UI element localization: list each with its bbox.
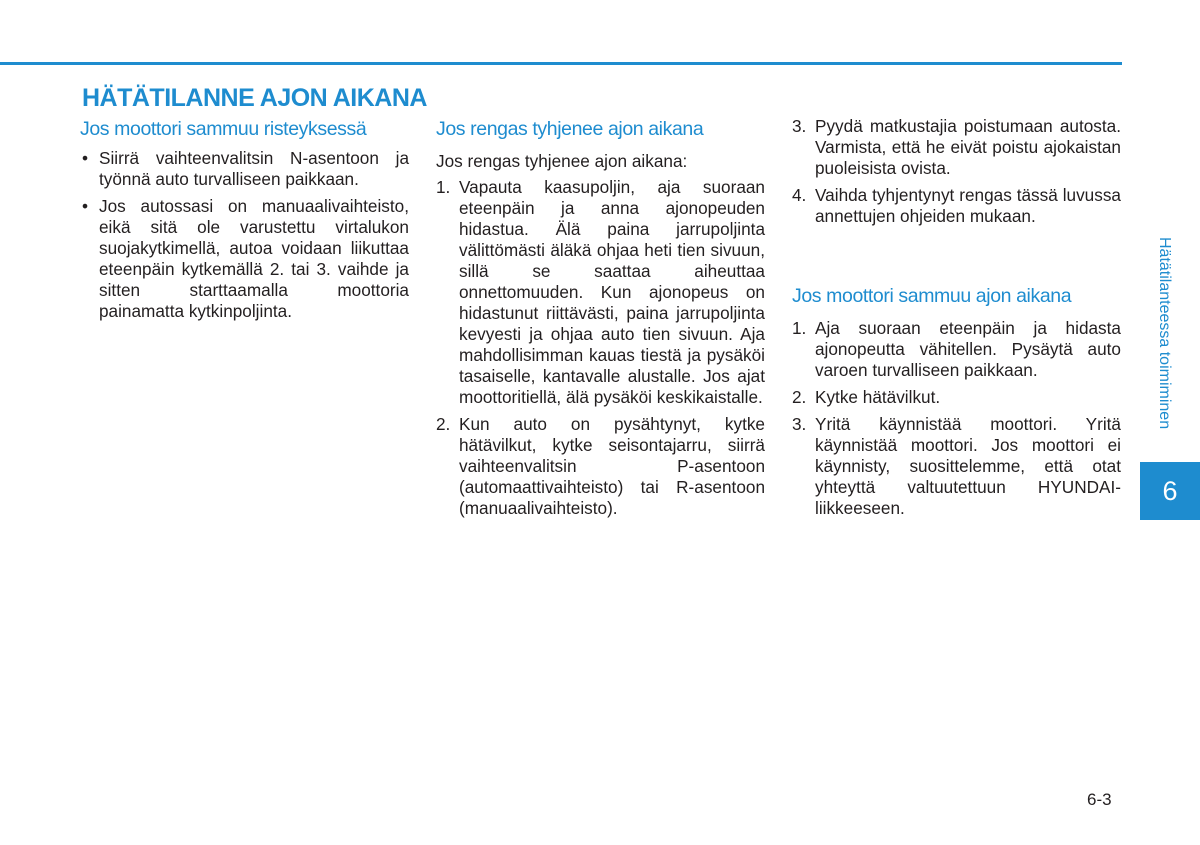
section-heading-intersection: Jos moottori sammuu risteyksessä xyxy=(80,118,367,140)
step-number: 2. xyxy=(436,414,451,434)
step-number: 3. xyxy=(792,414,807,434)
step-number: 1. xyxy=(436,177,451,197)
list-item xyxy=(436,177,765,408)
list-item xyxy=(792,185,1121,227)
bullet-list xyxy=(80,148,409,322)
intro-text: Jos rengas tyhjenee ajon aikana: xyxy=(436,151,688,171)
chapter-side-label: Hätätilanteessa toimiminen xyxy=(1156,237,1173,430)
bullet-icon: • xyxy=(82,196,89,216)
bullet-icon: • xyxy=(82,148,89,168)
column-right xyxy=(792,116,1121,525)
step-number: 4. xyxy=(792,185,807,205)
numbered-list-continued xyxy=(792,116,1121,227)
list-item xyxy=(792,387,1121,408)
step-text: Yritä käynnistää moottori. Yritä käynnistää moottori. Jos moottori ei käynnisty, suosittelemme, että otat yhteyttä valtuutettuun HYUNDAI-liikkeeseen. xyxy=(815,414,1121,518)
step-text: Kun auto on pysähtynyt, kytke hätävilkut, kytke seisontajarru, siirrä vaihteenvalitsin P-asentoon (automaattivaihteisto) tai R-asentoon (manuaalivaihteisto). xyxy=(459,414,765,518)
column-left xyxy=(80,116,409,328)
step-text: Pyydä matkustajia poistumaan autosta. Varmista, että he eivät poistu ajokaistan puoleisista ovista. xyxy=(815,116,1121,178)
chapter-number-tab: 6 xyxy=(1140,462,1200,520)
step-text: Vapauta kaasupoljin, aja suoraan eteenpäin ja anna ajonopeuden hidastua. Älä paina jarrupoljinta välittömästi äläkä ohjaa heti tien sivuun, sillä se saattaa aiheuttaa onnettomuuden. Kun ajonopeus on hidastunut riittävästi, paina jarrupoljinta kevyesti ja ohjaa auto tien sivuun. Aja mahdollisimman kauas tiestä ja pysäköi tasaiselle, kantavalle alustalle. Jos ajat moottoritiellä, älä pysäköi keskikaistalle. xyxy=(459,177,765,407)
list-item xyxy=(792,414,1121,519)
list-item-text: Jos autossasi on manuaalivaihteisto, eikä sitä ole varustettu virtalukon suojakytkimellä, autoa voidaan liikuttaa eteenpäin kytkemällä 2. tai 3. vaihde ja sitten starttaamalla moottoria painamatta kytkinpoljinta. xyxy=(99,196,409,321)
list-item xyxy=(80,196,409,322)
list-item xyxy=(792,116,1121,179)
list-item-text: Siirrä vaihteenvalitsin N-asentoon ja työnnä auto turvalliseen paikkaan. xyxy=(99,148,409,189)
numbered-list xyxy=(792,318,1121,519)
list-item xyxy=(436,414,765,519)
list-item xyxy=(80,148,409,190)
step-number: 3. xyxy=(792,116,807,136)
numbered-list xyxy=(436,177,765,519)
page-title: HÄTÄTILANNE AJON AIKANA xyxy=(82,84,427,112)
step-number: 2. xyxy=(792,387,807,407)
step-text: Aja suoraan eteenpäin ja hidasta ajonopeutta vähitellen. Pysäytä auto varoen turvalliseen paikkaan. xyxy=(815,318,1121,380)
step-text: Vaihda tyhjentynyt rengas tässä luvussa annettujen ohjeiden mukaan. xyxy=(815,185,1121,226)
section-heading-flat-tyre: Jos rengas tyhjenee ajon aikana xyxy=(436,118,704,140)
header-rule xyxy=(0,62,1122,65)
page-number: 6-3 xyxy=(1087,790,1112,809)
section-heading-engine-stall: Jos moottori sammuu ajon aikana xyxy=(792,285,1072,307)
column-middle xyxy=(436,116,765,525)
list-item xyxy=(792,318,1121,381)
step-number: 1. xyxy=(792,318,807,338)
step-text: Kytke hätävilkut. xyxy=(815,387,941,407)
